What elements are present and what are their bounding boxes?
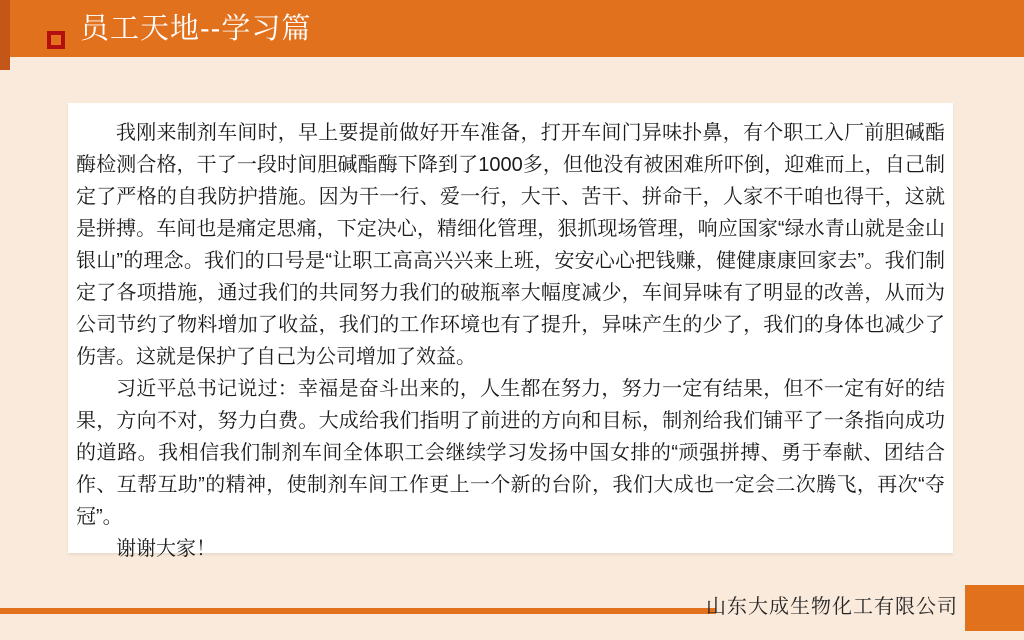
body-paragraph-1: 我刚来制剂车间时，早上要提前做好开车准备，打开车间门异味扑鼻，有个职工入厂前胆碱酯酶检测合格，干了一段时间胆碱酯酶下降到了1000多，但他没有被困难所吓倒，迎难而上，自己制定了严格的自我防护措施。因为干一行、爱一行，大干、苦干、拼命干，人家不干咱也得干，这就是拼搏。车间也是痛定思痛，下定决心，精细化管理，狠抓现场管理，响应国家“绿水青山就是金山银山”的理念。我们的口号是“让职工高高兴兴来上班，安安心心把钱赚，健健康康回家去”。我们制定了各项措施，通过我们的共同努力我们的破瓶率大幅度减少，车间异味有了明显的改善，从而为公司节约了物料增加了收益，我们的工作环境也有了提升，异味产生的少了，我们的身体也减少了伤害。这就是保护了自己为公司增加了效益。 <box>76 122 945 368</box>
footer-rule-line <box>0 608 716 614</box>
left-accent-strip <box>0 0 10 70</box>
body-paragraph-2: 习近平总书记说过：幸福是奋斗出来的，人生都在努力，努力一定有结果，但不一定有好的结果，方向不对，努力白费。大成给我们指明了前进的方向和目标，制剂给我们铺平了一条指向成功的道路。我相信我们制剂车间全体职工会继续学习发扬中国女排的“顽强拼搏、勇于奉献、团结合作、互帮互助”的精神，使制剂车间工作更上一个新的台阶，我们大成也一定会二次腾飞，再次“夺冠”。 <box>76 378 945 528</box>
footer-accent-block <box>965 585 1024 631</box>
content-box <box>68 103 953 560</box>
company-name: 山东大成生物化工有限公司 <box>706 596 958 618</box>
slide-title: 员工天地--学习篇 <box>80 13 312 45</box>
body-paragraph-3: 谢谢大家！ <box>116 538 216 560</box>
square-bullet-icon <box>47 31 65 49</box>
